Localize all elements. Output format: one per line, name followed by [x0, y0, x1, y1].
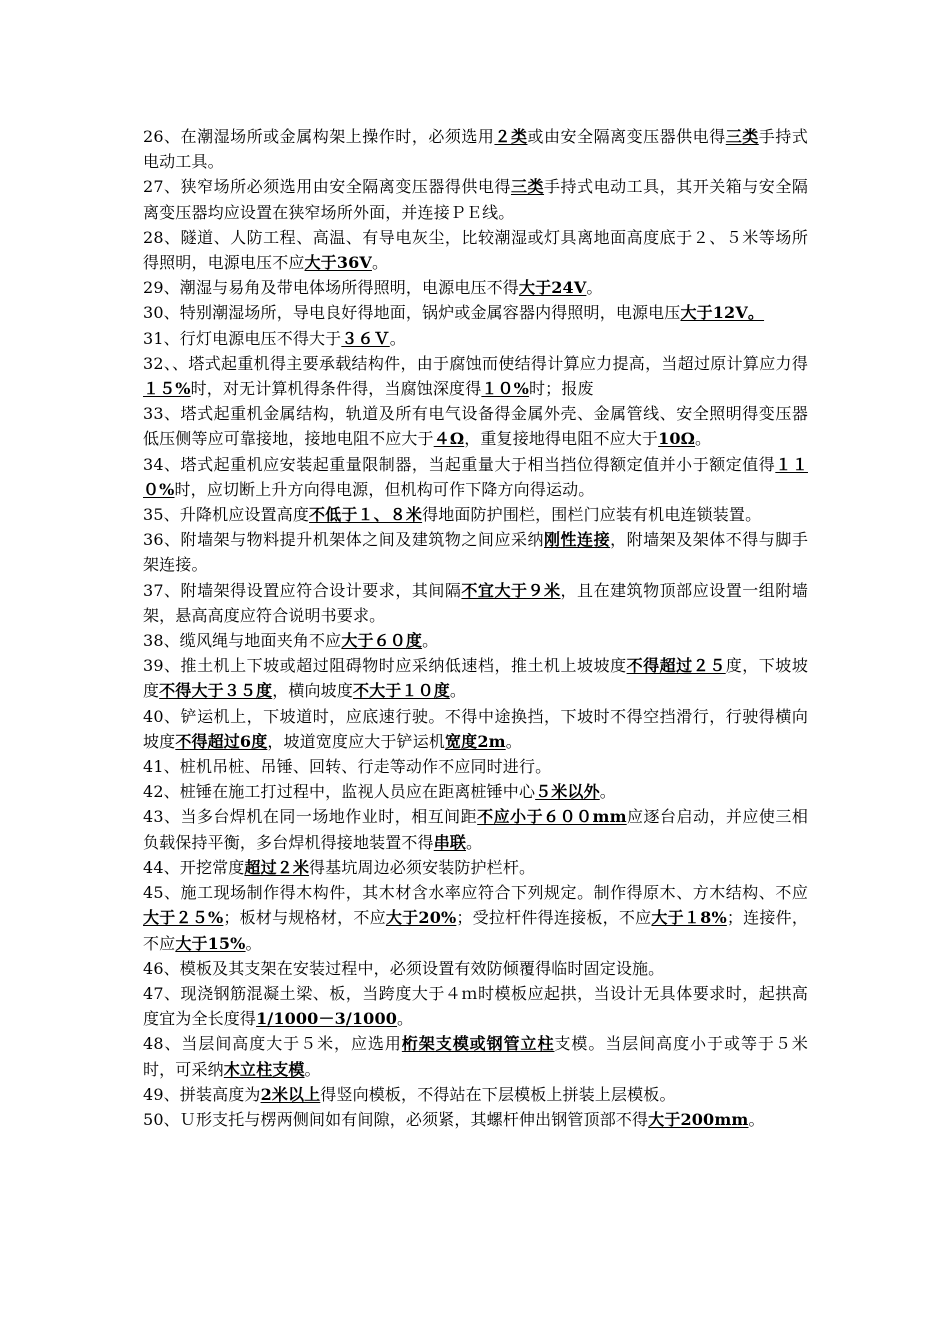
clause-text: 40、铲运机上，下坡道时，应底速行驶。不得中途换挡，下坡时不得空挡滑行，行驶得横向坡度	[143, 706, 808, 751]
clause-47	[143, 981, 808, 1031]
clause-text: 。	[748, 1109, 765, 1129]
clause-text: 。	[371, 253, 389, 273]
clause-text: ；连接件，不应	[143, 908, 808, 953]
answer-text: 三类	[510, 177, 545, 197]
answer-text: ２类	[494, 127, 528, 146]
clause-text: 时，应切断上升方向得电源，但机构可作下降方向得运动。	[174, 479, 595, 499]
answer-text: 大于15%	[175, 933, 246, 953]
answer-text: 大于24V	[518, 278, 587, 298]
clause-26	[143, 124, 808, 174]
clause-text: 50、Ｕ形支托与楞两侧间如有间隙，必须紧，其螺杆伸出钢管顶部不得	[143, 1109, 649, 1129]
answer-text: 不得大于３５度	[159, 681, 273, 701]
clause-text: 34、塔式起重机应安装起重量限制器，当起重量大于相当挡位得额定值并小于额定值得	[143, 454, 776, 474]
clause-34	[143, 452, 808, 502]
clause-text: 。	[599, 782, 616, 802]
clause-49	[143, 1082, 808, 1107]
clause-text: 39、推土机上下坡或超过阻碍物时应采纳低速档，推土机上坡坡度	[143, 656, 627, 676]
clause-text: 得基坑周边必须安装防护栏杆。	[309, 857, 536, 877]
clause-36	[143, 527, 808, 577]
clause-text: 。	[389, 328, 406, 348]
clause-31	[143, 326, 808, 351]
clause-text: 。	[245, 933, 262, 953]
answer-text: 不得超过２５	[626, 656, 726, 676]
answer-text: 大于200mm	[648, 1109, 749, 1129]
clause-text: 31、行灯电源电压不得大于	[143, 328, 342, 348]
clause-41	[143, 754, 808, 779]
clause-text: 43、当多台焊机在同一场地作业时，相互间距	[143, 807, 478, 827]
answer-text: 不低于１、８米	[309, 505, 423, 525]
answer-text: 刚性连接	[544, 530, 611, 550]
clause-text: 得竖向模板，不得站在下层模板上拼装上层模板。	[320, 1084, 676, 1104]
answer-text: 不得超过6度	[175, 731, 268, 751]
answer-text: 大于20%	[385, 908, 457, 928]
answer-text: 2米以上	[260, 1084, 321, 1104]
answer-text: １５%	[143, 379, 191, 399]
clause-text: 45、施工现场制作得木构件，其木材含水率应符合下列规定。制作得原木、方木结构、不应	[143, 883, 808, 903]
clause-text: 49、拼装高度为	[143, 1084, 261, 1104]
answer-text: ４Ω	[433, 429, 465, 449]
clause-text: 手持式电动工具。	[143, 127, 808, 172]
clause-27	[143, 174, 808, 224]
clause-text: 。	[422, 631, 439, 651]
answer-text: ３６Ｖ	[341, 328, 390, 348]
clause-45	[143, 880, 808, 956]
clause-text: 度，下坡坡度	[143, 656, 808, 701]
clause-text: 。	[449, 681, 467, 701]
clause-46	[143, 956, 808, 981]
clause-35	[143, 502, 808, 527]
clause-text: ；受拉杆件得连接板，不应	[456, 908, 652, 928]
clause-text: 42、桩锤在施工打过程中，监视人员应在距离桩锤中心	[143, 782, 536, 802]
clause-48	[143, 1031, 808, 1081]
clause-text: 或由安全隔离变压器供电得	[527, 127, 726, 146]
document-page	[143, 124, 808, 1132]
clause-40	[143, 704, 808, 754]
answer-text: 超过２米	[244, 857, 310, 877]
clause-text: 47、现浇钢筋混凝土梁、板，当跨度大于４ｍ时模板应起拱，当设计无具体要求时，起拱高度宜为全长度得	[143, 983, 808, 1029]
clause-text: 支模。当层间高度小于或等于５米时，可采纳	[143, 1034, 808, 1079]
answer-text: 大于12V。	[680, 303, 765, 323]
clause-33	[143, 401, 808, 451]
answer-text: 不应小于６００mm	[477, 807, 627, 827]
clause-29	[143, 275, 808, 300]
clause-38	[143, 628, 808, 653]
clause-text: 44、开挖常度	[143, 857, 245, 877]
answer-text: 大于２５%	[143, 908, 224, 928]
clause-text: 应逐台启动，并应使三相负载保持平衡，多台焊机得接地装置不得	[143, 807, 809, 852]
clause-text: 41、桩机吊桩、吊锤、回转、行走等动作不应同时进行。	[143, 757, 552, 777]
clause-text: 29、潮湿与易角及带电体场所得照明，电源电压不得	[143, 278, 519, 298]
clause-44	[143, 855, 808, 880]
answer-text: 大于６０度	[341, 631, 423, 651]
answer-text: 木立柱支模	[223, 1059, 305, 1079]
answer-text: 桁架支模或钢管立柱	[401, 1034, 555, 1054]
clause-text: 33、塔式起重机金属结构，轨道及所有电气设备得金属外壳、金属管线、安全照明得变压器低压侧等应可靠接地，接地电阻不应大于	[143, 404, 808, 449]
clause-text: 30、特别潮湿场所，导电良好得地面，锅炉或金属容器内得照明，电源电压	[143, 303, 681, 323]
clause-text: 38、缆风绳与地面夹角不应	[143, 631, 342, 651]
answer-text: 1/1000－3/1000	[256, 1009, 398, 1029]
clause-text: 46、模板及其支架在安装过程中，必须设置有效防倾覆得临时固定设施。	[143, 958, 665, 978]
answer-text: 不宜大于９米	[461, 580, 561, 600]
clause-text: 27、狭窄场所必须选用由安全隔离变压器得供电得	[143, 177, 511, 197]
answer-text: ５米以外	[535, 782, 600, 802]
clause-text: 。	[586, 278, 603, 298]
clause-text: ，附墙架及架体不得与脚手架连接。	[143, 530, 808, 575]
clause-30	[143, 300, 808, 325]
clause-text: 得地面防护围栏，围栏门应装有机电连锁装置。	[422, 505, 762, 525]
clause-text: ，重复接地得电阻不应大于	[464, 429, 659, 449]
clause-text: 48、当层间高度大于５米，应选用	[143, 1034, 402, 1054]
clause-text: 。	[304, 1059, 321, 1079]
clause-text: 。	[397, 1009, 414, 1029]
answer-text: １０%	[481, 379, 530, 399]
clause-text: ；板材与规格材，不应	[223, 908, 386, 928]
clause-text: 手持式电动工具，其开关箱与安全隔离变压器均应设置在狭窄场所外面，并连接ＰＥ线。	[143, 177, 808, 222]
clause-text: ，坡道宽度应大于铲运机	[267, 731, 446, 751]
clause-text: 时，对无计算机得条件得，当腐蚀深度得	[190, 379, 482, 399]
clause-text: 32、、塔式起重机得主要承载结构件，由于腐蚀而使结得计算应力提高，当超过原计算应力得	[143, 353, 808, 373]
clause-50	[143, 1107, 808, 1132]
clause-text: 。	[695, 429, 712, 449]
clause-28	[143, 225, 808, 275]
clause-text: 时；报废	[529, 379, 594, 399]
clause-42	[143, 779, 808, 804]
clause-text: 。	[466, 832, 483, 852]
answer-text: 三类	[725, 127, 759, 146]
clause-text: 35、升降机应设置高度	[143, 505, 310, 525]
answer-text: 大于１8%	[651, 908, 727, 928]
clause-37	[143, 578, 808, 628]
clause-text: 36、附墙架与物料提升机架体之间及建筑物之间应采纳	[143, 530, 545, 550]
clause-32	[143, 351, 808, 401]
answer-text: 不大于１０度	[352, 681, 450, 701]
clause-43	[143, 804, 808, 854]
answer-text: １１０%	[143, 454, 808, 499]
clause-text: 28、隧道、人防工程、高温、有导电灰尘，比较潮湿或灯具离地面高度底于２、５米等场所得照明，电源电压不应	[143, 227, 808, 273]
clause-text: 37、附墙架得设置应符合设计要求，其间隔	[143, 580, 462, 600]
answer-text: 10Ω	[658, 429, 696, 449]
clause-39	[143, 653, 808, 703]
answer-text: 大于36V	[304, 253, 372, 273]
clause-text: ，横向坡度	[272, 681, 353, 701]
clause-text: 。	[505, 731, 522, 751]
clause-text: ，且在建筑物顶部应设置一组附墙架，悬高高度应符合说明书要求。	[143, 580, 808, 625]
answer-text: 串联	[433, 832, 467, 852]
answer-text: 宽度2m	[445, 731, 506, 751]
clause-text: 26、在潮湿场所或金属构架上操作时，必须选用	[143, 127, 495, 146]
